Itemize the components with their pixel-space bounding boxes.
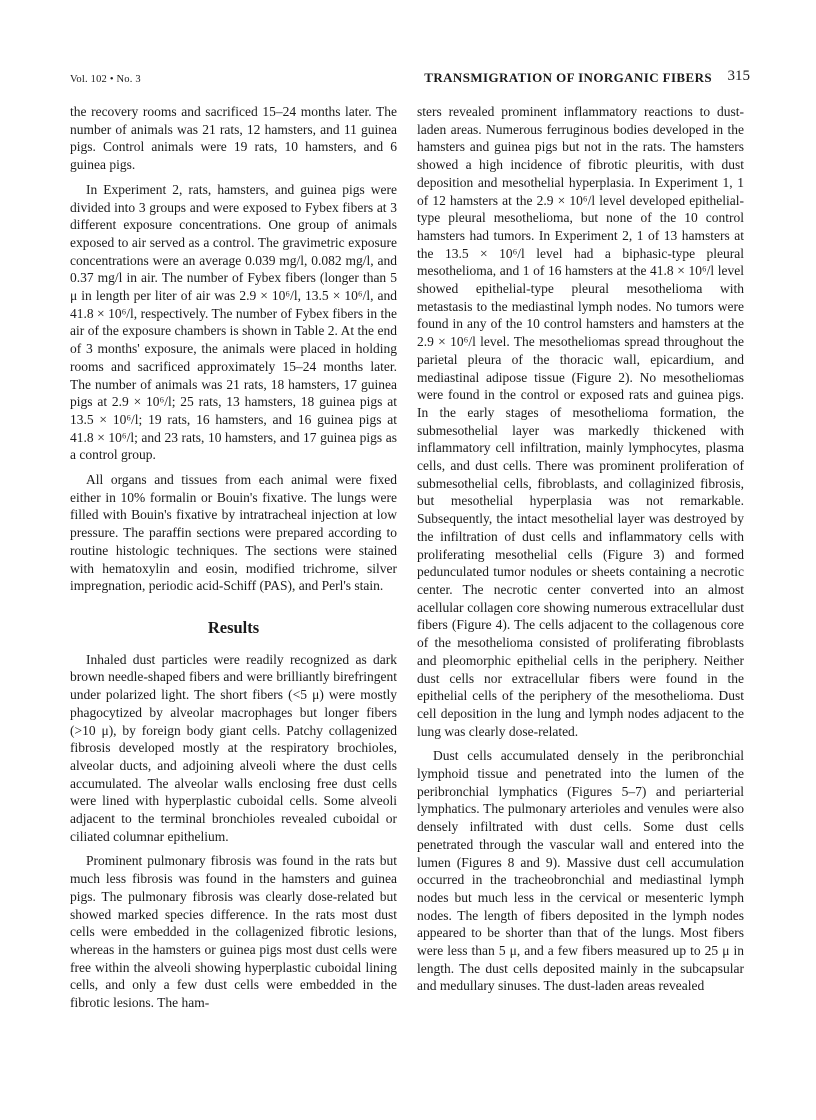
paragraph: Dust cells accumulated densely in the peribronchial lymphoid tissue and penetrated into the lumen of the peribronchial lymphatics (Figures 5–7) and periarterial lymphatics. The pulmonary arterioles and venules were also densely infiltrated with dust cells. Some dust cells penetrated through the vascular wall and entered into the lumen (Figures 8 and 9). Massive dust cell accumulation occurred in the tracheobronchial and mediastinal lymph nodes but much less in the cervical or mesenteric lymph nodes. The length of fibers deposited in the lymph nodes appeared to be shorter than that of the lungs. Most fibers were less than 5 μ, and a few fibers measured up to 25 μ in length. The dust cells deposited mainly in the subcapsular and medullary sinuses. The dust-laden areas revealed — [417, 748, 744, 994]
left-column — [70, 103, 397, 1012]
paragraph: All organs and tissues from each animal were fixed either in 10% formalin or Bouin's fixative. The lungs were filled with Bouin's fixative by intratracheal injection at low pressure. The paraffin sections were prepared according to routine histologic techniques. The sections were stained with hematoxylin and eosin, modified trichrome, silver impregnation, periodic acid-Schiff (PAS), and Perl's stain. — [70, 472, 397, 594]
paragraph: sters revealed prominent inflammatory reactions to dust-laden areas. Numerous ferruginous bodies developed in the hamsters and guinea pigs but not in the rats. The hamsters showed a high incidence of fibrotic pleuritis, with dust deposition and mesothelial hyperplasia. In Experiment 1, 1 of 12 hamsters at the 2.9 × 10⁶/l level developed epithelial-type pleural mesothelioma, but none of the 10 control hamsters had tumors. In Experiment 2, 1 of 13 hamsters at the 13.5 × 10⁶/l level had a biphasic-type pleural mesothelioma, and 1 of 16 hamsters at the 41.8 × 10⁶/l level showed epithelial-type pleural mesothelioma with metastasis to the mediastinal lymph nodes. No tumors were found in any of the 10 control hamsters and hamsters at the 2.9 × 10⁶/l level. The mesotheliomas spread throughout the parietal pleura of the thoracic wall, epicardium, and mediastinal adipose tissue (Figure 2). No mesotheliomas were found in the control or exposed rats and guinea pigs. In the early stages of mesothelioma formation, the submesothelial layer was markedly thickened with inflammatory cell infiltration, mainly lymphocytes, plasma cells, and dust cells. There was prominent proliferation of submesothelial cells, fibroblasts, and collaginized fibrosis, but mesothelial hyperplasia was not remarkable. Subsequently, the intact mesothelial layer was destroyed by the infiltration of dust cells and inflammatory cells with proliferating mesothelial cells (Figure 3) and formed pedunculated tumor nodules or sheets containing a necrotic center. The necrotic center converted into an almost acellular collagen core showing numerous extracellular dust fibers (Figure 4). The cells adjacent to the collagenous core of the mesothelioma consisted of proliferating fibroblasts and pleomorphic epithelial cells in the periphery. Neither dust cells nor extracellular fibers were found in the epithelial cells of the periphery of the mesothelioma. Dust cell deposition in the lung and lymph nodes adjacent to the lung was clearly dose-related. — [417, 104, 744, 739]
running-header — [70, 68, 750, 88]
section-heading-results: Results — [207, 617, 260, 637]
paragraph: In Experiment 2, rats, hamsters, and guinea pigs were divided into 3 groups and were exposed to Fybex fibers at 3 different exposure concentrations. One group of animals exposed to air served as a control. The gravimetric exposure concentrations were an average 0.039 mg/l, 0.082 mg/l, and 0.37 mg/l in air. The number of Fybex fibers (longer than 5 μ in length per liter of air was 2.9 × 10⁶/l, 13.5 × 10⁶/l, and 41.8 × 10⁶/l, respectively. The number of Fybex fibers in the air of the exposure chambers is shown in Table 2. At the end of 3 months' exposure, the animals were placed in holding rooms and sacrificed approximately 15–24 months later. The number of animals was 21 rats, 18 hamsters, 17 guinea pigs at 2.9 × 10⁶/l; 25 rats, 13 hamsters, 18 guinea pigs at 13.5 × 10⁶/l; 19 rats, 16 hamsters, and 16 guinea pigs at 41.8 × 10⁶/l; and 23 rats, 10 hamsters, and 17 guinea pigs as a control group. — [70, 181, 397, 463]
page-number: 315 — [727, 68, 750, 84]
paragraph: Inhaled dust particles were readily recognized as dark brown needle-shaped fibers and were brilliantly birefringent under polarized light. The short fibers (<5 μ) were mostly phagocytized by alveolar macrophages but longer fibers (>10 μ), by foreign body giant cells. Patchy collagenized fibrosis developed mostly at the respiratory brochioles, alveolar ducts, and adjoining alveoli where the dust cells accumulated. The alveolar walls enclosing free dust cells were lined with hyperplastic cuboidal cells. Some alveoli adjacent to the terminal bronchioles revealed cuboidal or ciliated columnar epithelium. — [70, 651, 397, 844]
journal-volume: Vol. 102 • No. 3 — [70, 74, 141, 85]
right-column — [417, 103, 744, 995]
paragraph: Prominent pulmonary fibrosis was found in the rats but much less fibrosis was found in the hamsters and guinea pigs. The pulmonary fibrosis was clearly dose-related but showed marked species difference. In the rats most dust cells were embedded in the collagenized fibrotic lesions, whereas in the hamsters or guinea pigs most dust cells were free within the alveoli showing hyperplastic cuboidal lining cells, and only a few dust cells were embedded in the fibrotic lesions. The ham- — [70, 853, 397, 1011]
paragraph: the recovery rooms and sacrificed 15–24 months later. The number of animals was 21 rats, 12 hamsters, and 11 guinea pigs. Control animals were 19 rats, 10 hamsters, and 6 guinea pigs. — [70, 104, 397, 173]
article-running-title: TRANSMIGRATION OF INORGANIC FIBERS — [424, 70, 712, 85]
